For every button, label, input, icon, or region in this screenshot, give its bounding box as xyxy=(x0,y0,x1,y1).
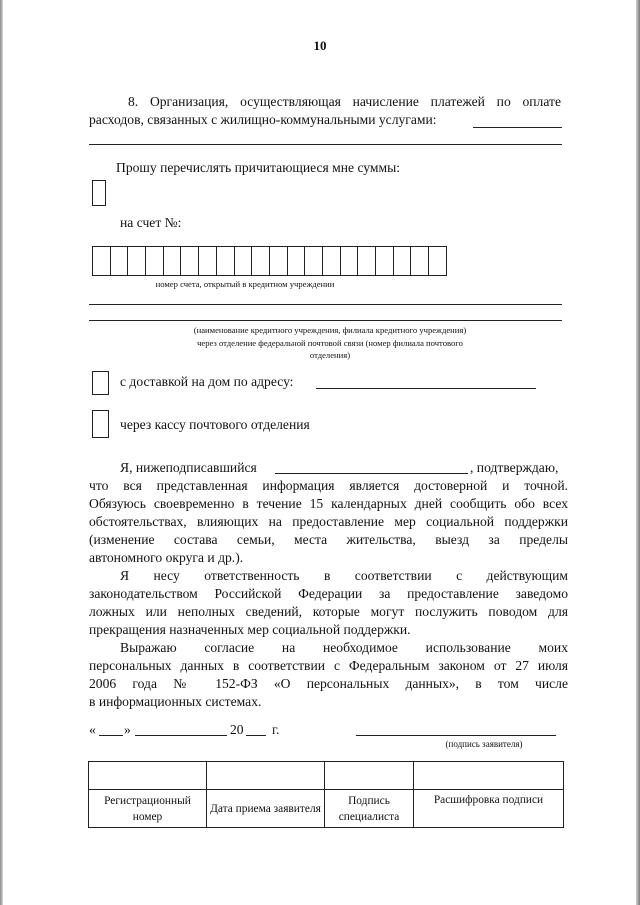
account-digit-cell[interactable] xyxy=(145,246,164,276)
home-delivery-label: с доставкой на дом по адресу: xyxy=(120,374,294,389)
bank-name-field-2[interactable] xyxy=(89,320,562,321)
account-checkbox[interactable] xyxy=(92,180,106,206)
account-digit-cell[interactable] xyxy=(127,246,146,276)
home-address-field[interactable] xyxy=(316,388,536,389)
account-digit-cell[interactable] xyxy=(198,246,217,276)
home-delivery-checkbox[interactable] xyxy=(92,371,109,395)
account-digit-cell[interactable] xyxy=(110,246,129,276)
date-year-prefix: 20 xyxy=(230,722,244,737)
scan-edge-right xyxy=(636,0,640,905)
account-digit-cell[interactable] xyxy=(163,246,182,276)
date-month-field[interactable] xyxy=(135,735,227,736)
scan-edge-left xyxy=(0,0,3,905)
registration-table xyxy=(88,761,564,828)
declaration-line13: 2006 года № 152-ФЗ «О персональных данных», в том числе xyxy=(89,676,568,691)
declaration-line10: прекращения назначенных мер социальной поддержки. xyxy=(89,622,411,637)
declaration-line5: (изменение состава семьи, места жительства, выезд за пределы xyxy=(89,532,568,547)
declaration-line1-end: , подтверждаю, xyxy=(470,460,559,475)
declaration-line9: ложных или неполных сведений, которые могут послужить поводом для xyxy=(89,604,568,619)
account-digit-cell[interactable] xyxy=(340,246,359,276)
registration-blank-row xyxy=(89,762,564,790)
declaration-line3: Обязуюсь своевременно в течение 15 календарных дней сообщить обо всех xyxy=(89,496,568,511)
post-office-label: через кассу почтового отделения xyxy=(120,417,310,432)
declaration-line6: автономного округа и др.). xyxy=(89,550,244,565)
account-caption: номер счета, открытый в кредитном учреждении xyxy=(155,279,335,289)
bank-caption-3: отделения) xyxy=(309,350,351,360)
account-digit-cell[interactable] xyxy=(322,246,341,276)
registration-number-header: Регистрационный номер xyxy=(89,790,207,828)
date-day-field[interactable] xyxy=(99,735,123,736)
specialist-signature-header: Подпись специалиста xyxy=(325,790,414,828)
signature-caption: (подпись заявителя) xyxy=(445,739,523,749)
account-digit-cell[interactable] xyxy=(410,246,429,276)
account-digit-cell[interactable] xyxy=(375,246,394,276)
account-digit-cell[interactable] xyxy=(393,246,412,276)
date-quote-close: » xyxy=(124,722,131,737)
applicant-signature-field[interactable] xyxy=(356,735,556,736)
date-year-field[interactable] xyxy=(246,735,266,736)
account-digit-cell[interactable] xyxy=(428,246,447,276)
bank-caption-1: (наименование кредитного учреждения, филиала кредитного учреждения) xyxy=(193,325,467,335)
post-office-checkbox[interactable] xyxy=(92,410,109,438)
account-digit-cell[interactable] xyxy=(216,246,235,276)
page-number: 10 xyxy=(313,38,327,53)
signer-name-field[interactable] xyxy=(275,473,468,474)
signature-decoding-header: Расшифровка подписи xyxy=(414,790,564,828)
bank-caption-2: через отделение федеральной почтовой связи (номер филиала почтового xyxy=(197,338,463,348)
declaration-line8: законодательством Российской Федерации за предоставление заведомо xyxy=(89,586,568,601)
utility-org-field[interactable] xyxy=(89,144,562,145)
table-cell[interactable] xyxy=(89,762,207,790)
table-cell[interactable] xyxy=(207,762,325,790)
bank-name-field[interactable] xyxy=(89,304,562,305)
date-year-suffix: г. xyxy=(272,722,280,737)
declaration-line2: что вся представленная информация является достоверной и точной. xyxy=(89,478,568,493)
declaration-line14: в информационных системах. xyxy=(89,694,262,709)
account-digit-cell[interactable] xyxy=(357,246,376,276)
declaration-line12: персональных данных в соответствии с Федеральным законом от 27 июля xyxy=(89,658,568,673)
account-number-cells[interactable] xyxy=(92,246,447,276)
section8-line2: расходов, связанных с жилищно-коммунальными услугами: xyxy=(89,112,437,127)
account-digit-cell[interactable] xyxy=(180,246,199,276)
section8-line1: 8. Организация, осуществляющая начисление платежей по оплате xyxy=(128,94,561,109)
declaration-line1-start: Я, нижеподписавшийся xyxy=(120,460,257,475)
declaration-line4: обстоятельствах, влияющих на предоставление мер социальной поддержки xyxy=(89,514,568,529)
account-label: на счет №: xyxy=(120,215,182,230)
transfer-heading: Прошу перечислять причитающиеся мне суммы: xyxy=(116,160,401,175)
utility-org-field-end[interactable] xyxy=(473,127,562,128)
registration-header-row xyxy=(89,790,564,828)
date-quote-open: « xyxy=(89,722,96,737)
declaration-line11: Выражаю согласие на необходимое использование моих xyxy=(120,640,568,655)
reception-date-header: Дата приема заявителя xyxy=(207,790,325,828)
account-digit-cell[interactable] xyxy=(269,246,288,276)
table-cell[interactable] xyxy=(414,762,564,790)
table-cell[interactable] xyxy=(325,762,414,790)
account-digit-cell[interactable] xyxy=(234,246,253,276)
account-digit-cell[interactable] xyxy=(92,246,111,276)
account-digit-cell[interactable] xyxy=(287,246,306,276)
account-digit-cell[interactable] xyxy=(304,246,323,276)
account-digit-cell[interactable] xyxy=(251,246,270,276)
declaration-line7: Я несу ответственность в соответствии с действующим xyxy=(120,568,568,583)
